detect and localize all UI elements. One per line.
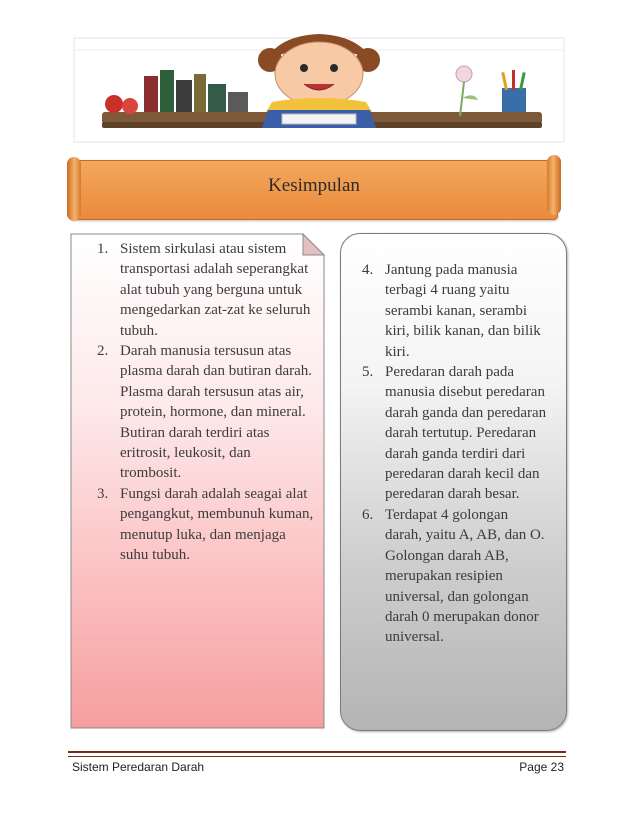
list-text: Sistem sirkulasi atau sistem transportasi adalah seperangkat alat tubuh yang berguna untuk mengedarkan zat-zat ke seluruh tubuh. [120, 241, 311, 339]
header-illustration [72, 30, 566, 150]
footer-title: Sistem Peredaran Darah [72, 760, 205, 774]
list-item [362, 505, 548, 648]
list-text: Jantung pada manusia terbagi 4 ruang yaitu serambi kanan, serambi kiri, bilik kanan, dan bilik kiri. [385, 262, 541, 360]
list-item [362, 362, 548, 505]
list-item [97, 484, 315, 566]
flower-icon [456, 66, 472, 82]
list-number: 2. [97, 343, 109, 360]
books-icon [144, 76, 158, 112]
list-text: Terdapat 4 golongan darah, yaitu A, AB, dan O. Golongan darah AB, merupakan resipien universal, dan golongan darah 0 merupakan donor universal. [385, 506, 545, 646]
list-text: Darah manusia tersusun atas plasma darah dan butiran darah. Plasma darah tersusun atas air, protein, hormone, dan mineral. Butiran darah terdiri atas eritrosit, leukosit, dan trombosit. [120, 343, 313, 482]
apple-icon [105, 95, 123, 113]
page-number: Page 23 [519, 760, 564, 774]
list-number: 3. [97, 485, 109, 502]
conclusion-list-right [362, 260, 548, 648]
list-item [97, 239, 315, 341]
list-text: Fungsi darah adalah seagai alat pengangkut, membunuh kuman, menutup luka, dan menjaga suhu tubuh. [120, 485, 314, 564]
list-number: 1. [97, 241, 109, 257]
list-number: 4. [362, 262, 374, 278]
list-text: Peredaran darah pada manusia disebut peredaran darah ganda dan peredaran darah tertutup. Peredaran darah ganda terdiri dari peredaran darah kecil dan peredaran darah besar. [385, 364, 547, 503]
banner-title: Kesimpulan [268, 175, 360, 196]
pencil-cup-icon [502, 88, 526, 112]
conclusion-list-left [97, 239, 315, 566]
list-item [362, 260, 548, 362]
list-item [97, 341, 315, 484]
list-number: 5. [362, 364, 374, 381]
title-banner [70, 160, 558, 220]
list-number: 6. [362, 506, 374, 523]
footer-rule [68, 751, 566, 757]
